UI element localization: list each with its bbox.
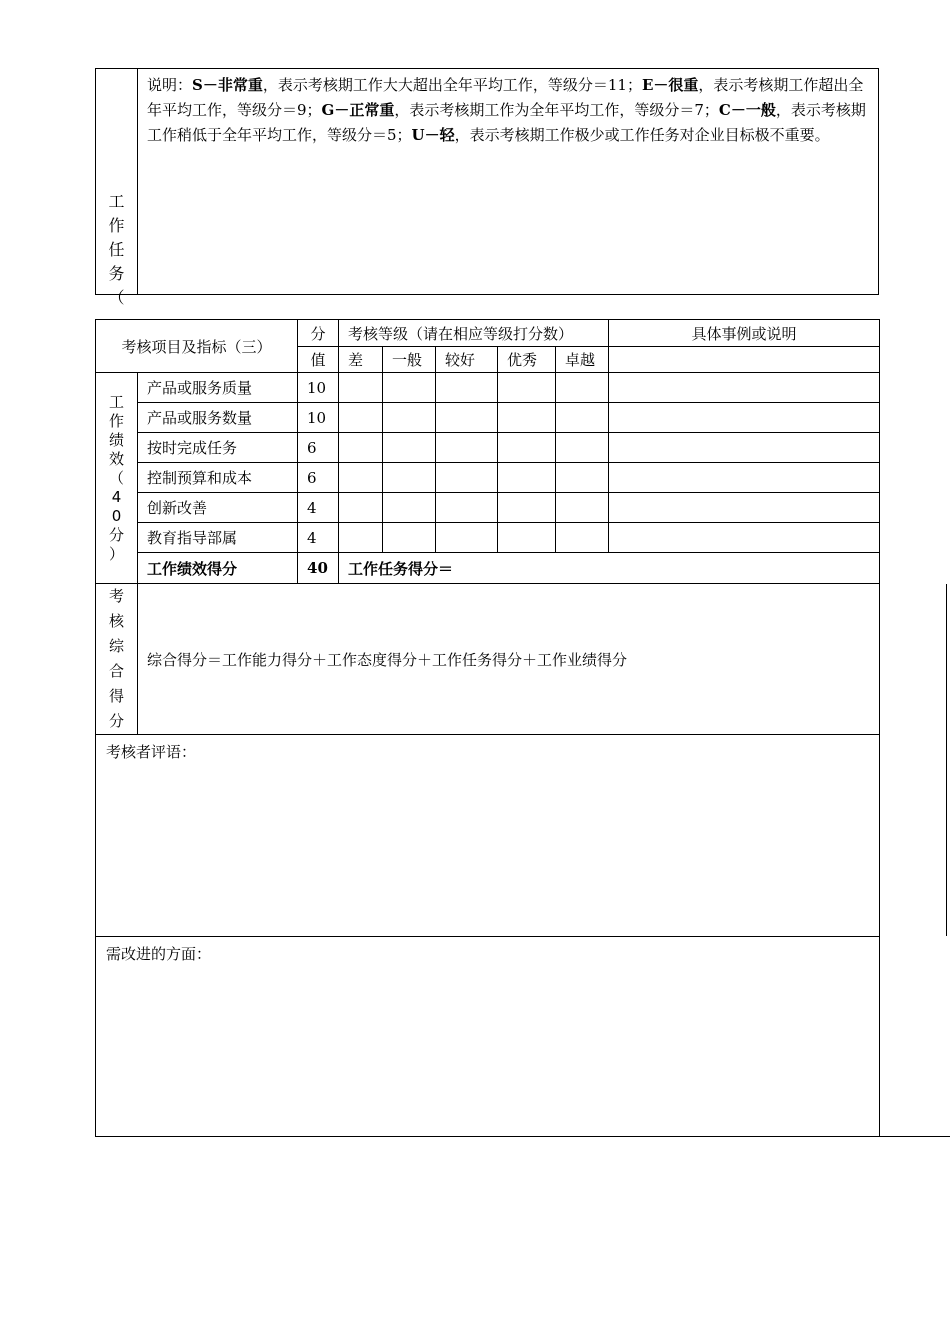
composite-side-label <box>96 584 138 735</box>
row-score: 4 <box>298 523 339 553</box>
example-cell[interactable] <box>609 493 880 523</box>
side-char: （ <box>108 288 125 307</box>
grade-cell[interactable] <box>556 493 609 523</box>
grade-cell[interactable] <box>498 433 556 463</box>
header-item: 考核项目及指标（三） <box>96 320 298 373</box>
grade-cell[interactable] <box>383 373 436 403</box>
side-char: 任 <box>108 240 125 259</box>
side-char: 4 <box>111 487 122 506</box>
example-cell[interactable] <box>609 523 880 553</box>
row-score: 10 <box>298 403 339 433</box>
side-char: 综 <box>108 637 124 655</box>
grade-cell[interactable] <box>556 523 609 553</box>
task-score-label: 工作任务得分＝ <box>339 553 880 584</box>
reviewer-comment-area[interactable] <box>96 735 880 937</box>
grade-description: 说明：S－非常重，表示考核期工作大大超出全年平均工作，等级分＝11；E－很重，表示考核期工作超出全年平均工作，等级分＝9；G－正常重，表示考核期工作为全年平均工作，等级分＝7；C－一般，表示考核期工作稍低于全年平均工作，等级分＝5；U－轻，表示考核期工作极少或工作任务对企业目标极不重要。 <box>138 69 879 295</box>
example-cell[interactable] <box>609 433 880 463</box>
row-score: 10 <box>298 373 339 403</box>
side-char: 工 <box>108 192 125 211</box>
side-char: （ <box>108 468 124 487</box>
performance-total-label: 工作绩效得分 <box>138 553 298 584</box>
side-char: 0 <box>111 506 122 525</box>
grade-cell[interactable] <box>436 403 498 433</box>
side-char: 分 <box>108 525 124 544</box>
grade-cell[interactable] <box>383 433 436 463</box>
composite-formula: 综合得分＝工作能力得分＋工作态度得分＋工作任务得分＋工作业绩得分 <box>138 584 880 735</box>
side-char: 合 <box>108 662 124 680</box>
grade-cell[interactable] <box>498 493 556 523</box>
side-char: 核 <box>108 612 124 630</box>
row-name: 教育指导部属 <box>138 523 298 553</box>
grade-cell[interactable] <box>556 373 609 403</box>
grade-cell[interactable] <box>498 463 556 493</box>
side-char: 作 <box>108 216 125 235</box>
side-char: ） <box>108 544 124 563</box>
grade-cell[interactable] <box>436 463 498 493</box>
right-edge-line <box>946 584 947 936</box>
grade-cell[interactable] <box>556 433 609 463</box>
performance-total-score: 40 <box>298 553 339 584</box>
example-cell[interactable] <box>609 373 880 403</box>
row-name: 产品或服务数量 <box>138 403 298 433</box>
side-char: 效 <box>108 449 124 468</box>
row-name: 创新改善 <box>138 493 298 523</box>
grade-cell[interactable] <box>383 463 436 493</box>
row-name: 产品或服务质量 <box>138 373 298 403</box>
grade-cell[interactable] <box>498 523 556 553</box>
side-char: 分 <box>108 712 124 730</box>
header-score-top: 分 <box>298 320 339 347</box>
level-average: 一般 <box>383 347 436 373</box>
example-cell[interactable] <box>609 463 880 493</box>
example-sub-cell <box>609 347 880 373</box>
improvement-label: 需改进的方面： <box>106 945 212 963</box>
grade-cell[interactable] <box>498 403 556 433</box>
row-name: 按时完成任务 <box>138 433 298 463</box>
grade-cell[interactable] <box>383 493 436 523</box>
side-char: 作 <box>108 411 124 430</box>
side-char: 考 <box>108 587 124 605</box>
example-cell[interactable] <box>609 403 880 433</box>
work-task-side-label <box>96 69 138 307</box>
header-grade: 考核等级（请在相应等级打分数） <box>339 320 609 347</box>
header-example: 具体事例或说明 <box>609 320 880 347</box>
level-excellent: 优秀 <box>498 347 556 373</box>
grade-cell[interactable] <box>436 433 498 463</box>
grade-cell[interactable] <box>556 403 609 433</box>
grade-cell[interactable] <box>498 373 556 403</box>
improvement-area[interactable] <box>96 937 880 1137</box>
side-char: 得 <box>108 687 124 705</box>
header-score-bottom: 值 <box>298 347 339 373</box>
grade-cell[interactable] <box>383 403 436 433</box>
evaluation-table <box>95 319 880 1137</box>
side-char: 工 <box>108 392 124 411</box>
grade-cell[interactable] <box>339 463 383 493</box>
row-score: 6 <box>298 433 339 463</box>
grade-cell[interactable] <box>339 433 383 463</box>
level-good: 较好 <box>436 347 498 373</box>
work-performance-side-label <box>96 373 138 584</box>
side-char: 务 <box>108 264 125 283</box>
grade-cell[interactable] <box>339 493 383 523</box>
grade-cell[interactable] <box>556 463 609 493</box>
right-bottom-line <box>879 1136 950 1137</box>
grade-cell[interactable] <box>436 493 498 523</box>
level-poor: 差 <box>339 347 383 373</box>
row-name: 控制预算和成本 <box>138 463 298 493</box>
grade-cell[interactable] <box>383 523 436 553</box>
reviewer-comment-label: 考核者评语： <box>106 743 197 761</box>
row-score: 4 <box>298 493 339 523</box>
grade-cell[interactable] <box>436 523 498 553</box>
grade-cell[interactable] <box>339 373 383 403</box>
level-outstanding: 卓越 <box>556 347 609 373</box>
grade-cell[interactable] <box>339 403 383 433</box>
grade-cell[interactable] <box>339 523 383 553</box>
row-score: 6 <box>298 463 339 493</box>
grade-cell[interactable] <box>436 373 498 403</box>
side-char: 绩 <box>108 430 124 449</box>
task-description-box <box>95 68 879 307</box>
